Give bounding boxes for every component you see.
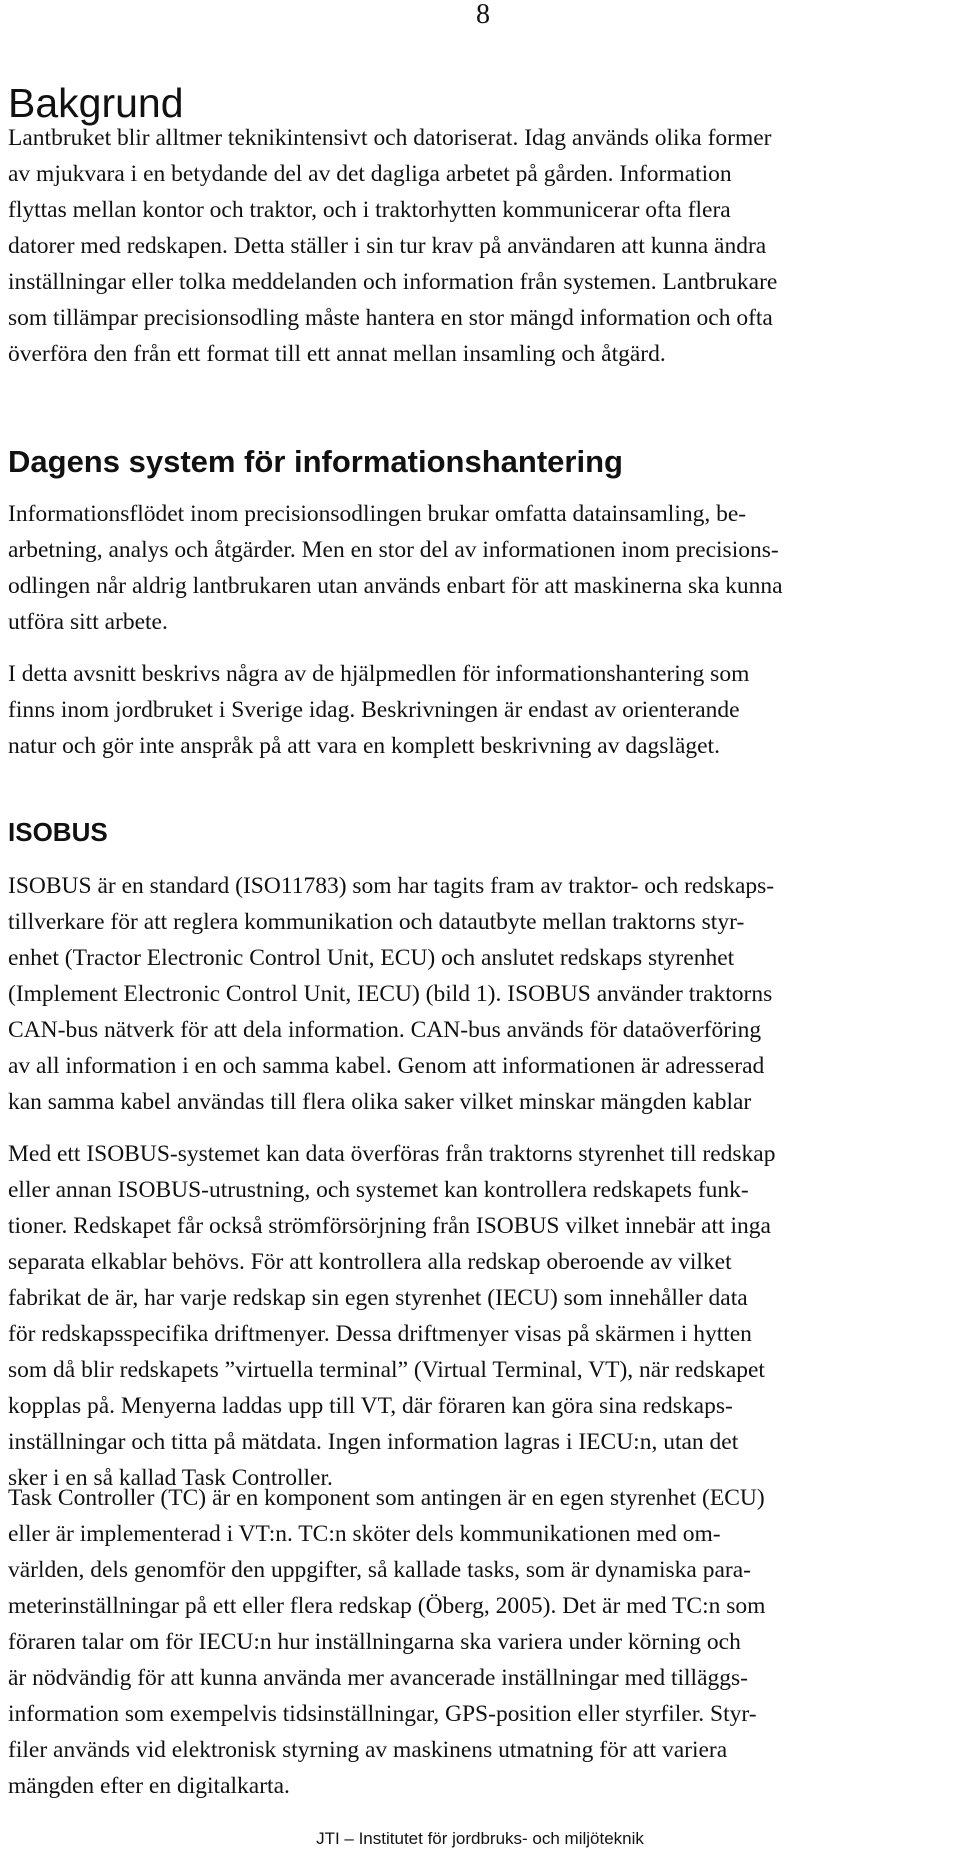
text-line: mängden efter en digitalkarta.	[8, 1773, 290, 1799]
text-line: Task Controller (TC) är en komponent som antingen är en egen styrenhet (ECU)	[8, 1485, 765, 1511]
text-line: Lantbruket blir alltmer teknikintensivt och datoriserat. Idag används olika former	[8, 125, 772, 151]
text-line: kopplas på. Menyerna laddas upp till VT, där föraren kan göra sina redskaps-	[8, 1393, 733, 1419]
heading-isobus: ISOBUS	[8, 817, 108, 847]
page-footer: JTI – Institutet för jordbruks- och miljöteknik	[316, 1829, 644, 1848]
text-line: eller är implementerad i VT:n. TC:n sköter dels kommunikationen med om-	[8, 1521, 721, 1547]
text-line: datorer med redskapen. Detta ställer i sin tur krav på användaren att kunna ändra	[8, 233, 767, 259]
text-line: inställningar och titta på mätdata. Ingen information lagras i IECU:n, utan det	[8, 1429, 739, 1455]
paragraph-isobus-2	[8, 1136, 775, 1496]
text-line: som tillämpar precisionsodling måste hantera en stor mängd information och ofta	[8, 305, 773, 331]
text-line: eller annan ISOBUS-utrustning, och systemet kan kontrollera redskapets funk-	[8, 1177, 749, 1203]
paragraph-isobus-3	[8, 1480, 765, 1804]
heading-bakgrund: Bakgrund	[8, 80, 184, 126]
text-line: kan samma kabel användas till flera olika saker vilket minskar mängden kablar	[8, 1089, 752, 1115]
text-line: sker i en så kallad Task Controller.	[8, 1465, 333, 1491]
paragraph-dagens-2	[8, 656, 749, 764]
text-line: (Implement Electronic Control Unit, IECU) (bild 1). ISOBUS använder traktorns	[8, 981, 773, 1007]
paragraph-isobus-1	[8, 868, 774, 1120]
text-line: flyttas mellan kontor och traktor, och i traktorhytten kommunicerar ofta flera	[8, 197, 731, 223]
page-number: 8	[476, 0, 490, 30]
text-line: finns inom jordbruket i Sverige idag. Beskrivningen är endast av orienterande	[8, 697, 740, 723]
text-line: fabrikat de är, har varje redskap sin egen styrenhet (IECU) som innehåller data	[8, 1285, 748, 1311]
text-line: inställningar eller tolka meddelanden och information från systemen. Lantbrukare	[8, 269, 778, 295]
text-line: CAN-bus nätverk för att dela information. CAN-bus används för dataöverföring	[8, 1017, 762, 1043]
text-line: Med ett ISOBUS-systemet kan data överföras från traktorns styrenhet till redskap	[8, 1141, 776, 1167]
text-line: arbetning, analys och åtgärder. Men en stor del av informationen inom precisions-	[8, 537, 779, 563]
text-line: enhet (Tractor Electronic Control Unit, ECU) och anslutet redskaps styrenhet	[8, 945, 735, 971]
text-line: Informationsflödet inom precisionsodlingen brukar omfatta datainsamling, be-	[8, 501, 747, 527]
text-line: I detta avsnitt beskrivs några av de hjälpmedlen för informationshantering som	[8, 661, 750, 687]
text-line: meterinställningar på ett eller flera redskap (Öberg, 2005). Det är med TC:n som	[8, 1593, 766, 1619]
text-line: natur och gör inte anspråk på att vara en komplett beskrivning av dagsläget.	[8, 733, 720, 759]
text-line: tioner. Redskapet får också strömförsörjning från ISOBUS vilket innebär att inga	[8, 1213, 771, 1239]
paragraph-dagens-1	[8, 496, 783, 640]
text-line: information som exempelvis tidsinställningar, GPS-position eller styrfiler. Styr-	[8, 1701, 757, 1727]
text-line: överföra den från ett format till ett annat mellan insamling och åtgärd.	[8, 341, 666, 367]
heading-dagens-system: Dagens system för informationshantering	[8, 444, 623, 479]
paragraph-bakgrund-1	[8, 120, 777, 372]
text-line: ISOBUS är en standard (ISO11783) som har tagits fram av traktor- och redskaps-	[8, 873, 775, 899]
text-line: världen, dels genomför den uppgifter, så kallade tasks, som är dynamiska para-	[8, 1557, 751, 1583]
text-line: filer används vid elektronisk styrning av maskinens utmatning för att variera	[8, 1737, 728, 1763]
text-line: tillverkare för att reglera kommunikation och datautbyte mellan traktorns styr-	[8, 909, 745, 935]
text-line: föraren talar om för IECU:n hur inställningarna ska variera under körning och	[8, 1629, 741, 1655]
text-line: odlingen når aldrig lantbrukaren utan används enbart för att maskinerna ska kunna	[8, 573, 783, 599]
text-line: som då blir redskapets ”virtuella terminal” (Virtual Terminal, VT), när redskapet	[8, 1357, 765, 1383]
text-line: för redskapsspecifika driftmenyer. Dessa driftmenyer visas på skärmen i hytten	[8, 1321, 752, 1347]
text-line: utföra sitt arbete.	[8, 609, 168, 635]
text-line: av mjukvara i en betydande del av det dagliga arbetet på gården. Information	[8, 161, 732, 187]
text-line: av all information i en och samma kabel. Genom att informationen är adresserad	[8, 1053, 765, 1079]
text-line: separata elkablar behövs. För att kontrollera alla redskap oberoende av vilket	[8, 1249, 732, 1275]
text-line: är nödvändig för att kunna använda mer avancerade inställningar med tilläggs-	[8, 1665, 748, 1691]
